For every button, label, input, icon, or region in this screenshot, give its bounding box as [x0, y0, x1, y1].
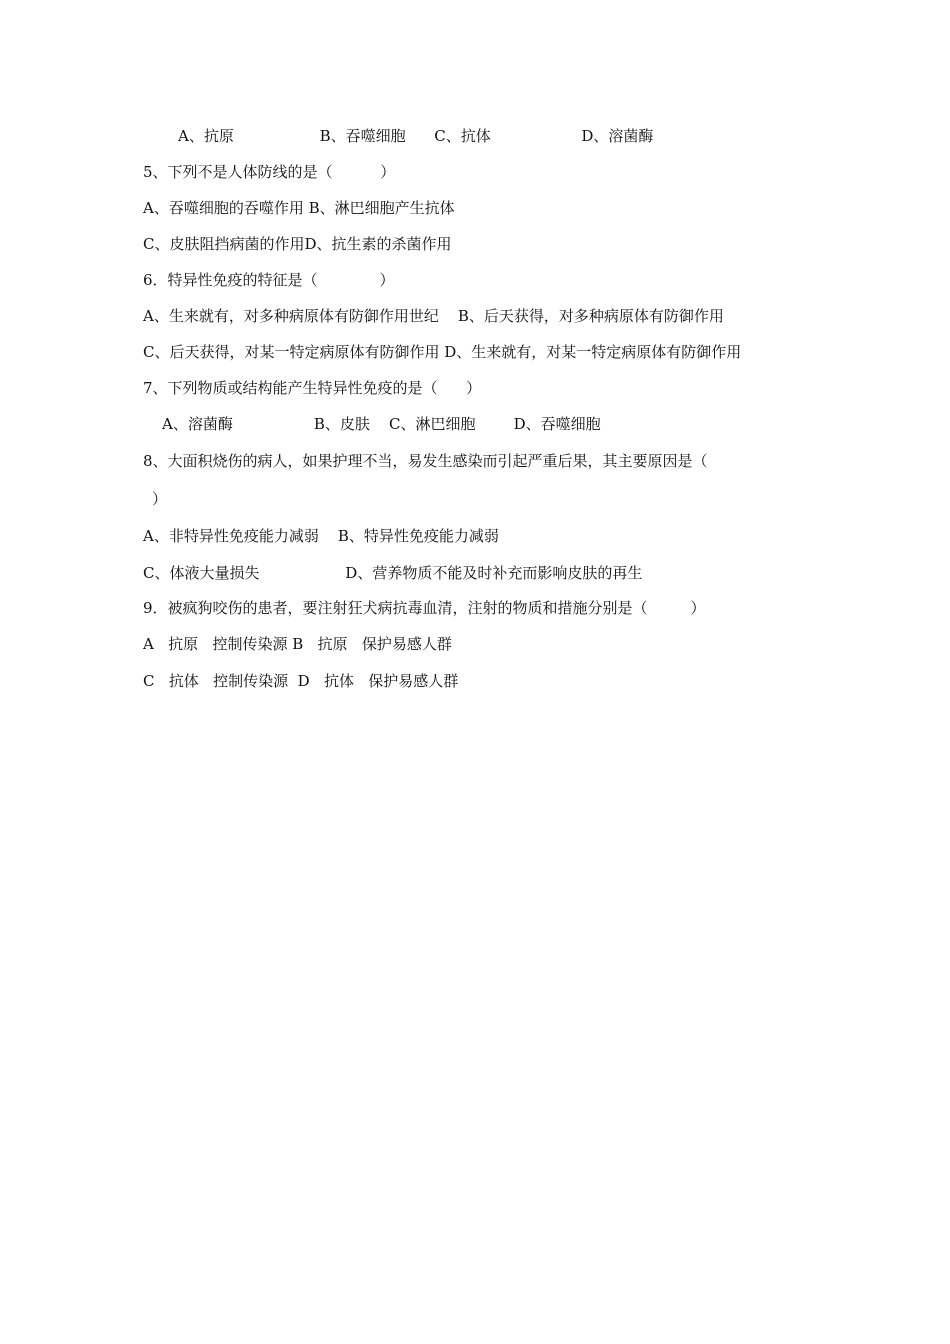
q8-options-ab: A、非特异性免疫能力减弱 B、特异性免疫能力减弱: [143, 527, 499, 545]
q7-question: 7、下列物质或结构能产生特异性免疫的是（ ）: [143, 379, 482, 397]
q9-options-cd: C 抗体 控制传染源 D 抗体 保护易感人群: [143, 672, 459, 690]
q5-question: 5、下列不是人体防线的是（ ）: [143, 163, 396, 181]
q8-question: 8、大面积烧伤的病人，如果护理不当，易发生感染而引起严重后果，其主要原因是（: [143, 452, 708, 470]
q8-options-cd: C、体液大量损失 D、营养物质不能及时补充而影响皮肤的再生: [143, 564, 643, 582]
q6-options-cd: C、后天获得，对某一特定病原体有防御作用 D、生来就有，对某一特定病原体有防御作用: [143, 343, 742, 361]
q6-question: 6．特异性免疫的特征是（ ）: [143, 271, 395, 289]
q9-question: 9．被疯狗咬伤的患者，要注射狂犬病抗毒血清，注射的物质和措施分别是（ ）: [143, 599, 706, 617]
q5-options-ab: A、吞噬细胞的吞噬作用 B、淋巴细胞产生抗体: [143, 199, 455, 217]
q4-options: A、抗原 B、吞噬细胞 C、抗体 D、溶菌酶: [178, 127, 654, 145]
q7-options: A、溶菌酶 B、皮肤 C、淋巴细胞 D、吞噬细胞: [162, 415, 601, 433]
q9-options-ab: A 抗原 控制传染源 B 抗原 保护易感人群: [143, 635, 452, 653]
q8-question-continued: ）: [152, 490, 168, 508]
q5-options-cd: C、皮肤阻挡病菌的作用D、抗生素的杀菌作用: [143, 235, 452, 253]
q6-options-ab: A、生来就有，对多种病原体有防御作用世纪 B、后天获得，对多种病原体有防御作用: [143, 307, 724, 325]
